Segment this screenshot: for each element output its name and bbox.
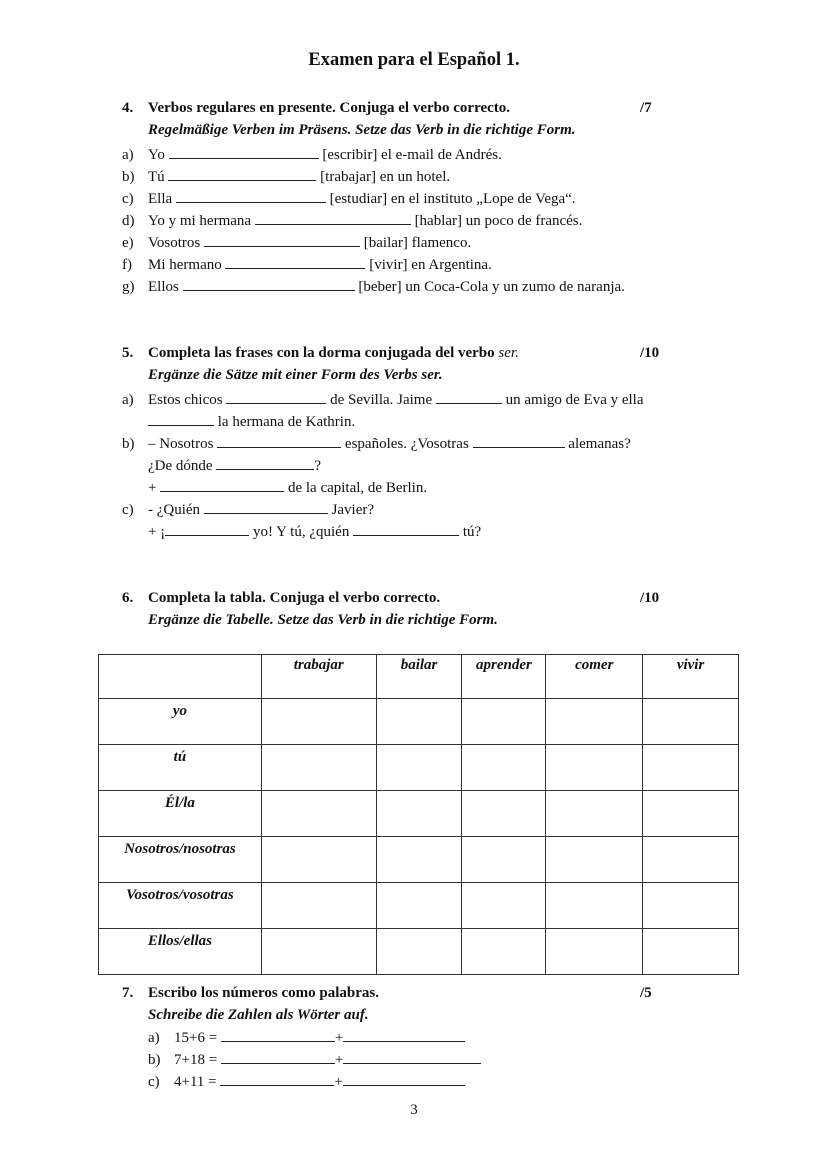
answer-blank[interactable] xyxy=(473,433,565,448)
text: tú? xyxy=(462,524,482,540)
item-suffix: [trabajar] en un hotel. xyxy=(320,169,451,185)
row-label: Vosotros/vosotras xyxy=(99,883,262,929)
q4-subheading: Regelmäßige Verben im Präsens. Setze das Verb in die richtige Form. xyxy=(148,122,576,138)
row-label: Ellos/ellas xyxy=(99,929,262,975)
row-label: Él/la xyxy=(99,791,262,837)
answer-cell[interactable] xyxy=(643,745,739,791)
text: + xyxy=(148,480,157,496)
item-suffix: [bailar] flamenco. xyxy=(363,235,472,251)
q7-number: 7. xyxy=(122,985,134,1001)
table-row xyxy=(99,883,739,929)
answer-blank[interactable] xyxy=(176,188,326,203)
text: + ¡ xyxy=(148,524,166,540)
q5-item-a-line1 xyxy=(122,389,644,411)
q5-subheading: Ergänze die Sätze mit einer Form des Verbs ser. xyxy=(148,367,443,383)
header-cell: bailar xyxy=(376,655,462,699)
answer-blank[interactable] xyxy=(343,1049,481,1064)
item-letter: c) xyxy=(122,191,134,207)
answer-blank[interactable] xyxy=(225,254,365,269)
q7-subheading: Schreibe die Zahlen als Wörter auf. xyxy=(148,1007,369,1023)
answer-blank[interactable] xyxy=(220,1071,334,1086)
item-prefix: Ellos xyxy=(148,279,179,295)
text: ¿De dónde xyxy=(148,458,213,474)
q5-heading xyxy=(148,345,519,362)
item-suffix: [vivir] en Argentina. xyxy=(369,257,492,273)
header-cell: vivir xyxy=(643,655,739,699)
q4-item-c xyxy=(122,188,576,210)
text: españoles. ¿Vosotras xyxy=(344,436,469,452)
item-letter: f) xyxy=(122,257,132,273)
answer-blank[interactable] xyxy=(165,521,249,536)
answer-blank[interactable] xyxy=(343,1027,465,1042)
text: alemanas? xyxy=(568,436,631,452)
page-title: Examen para el Español 1. xyxy=(308,50,520,70)
q4-item-b xyxy=(122,166,450,188)
q5-item-a-line2 xyxy=(148,411,355,433)
answer-blank[interactable] xyxy=(255,210,411,225)
q7-heading: Escribo los números como palabras. xyxy=(148,985,379,1001)
q6-points: /10 xyxy=(640,590,660,606)
table-row xyxy=(99,837,739,883)
text: ? xyxy=(314,458,321,474)
row-label: yo xyxy=(99,699,262,745)
q7-item-c xyxy=(148,1071,465,1093)
q5-item-b-line3 xyxy=(148,477,427,499)
answer-blank[interactable] xyxy=(204,499,328,514)
answer-cell[interactable] xyxy=(546,791,643,837)
expression: 15+6 = xyxy=(174,1030,218,1046)
answer-cell[interactable] xyxy=(546,837,643,883)
q6-subheading: Ergänze die Tabelle. Setze das Verb in die richtige Form. xyxy=(148,612,498,628)
item-letter: d) xyxy=(122,213,135,229)
answer-blank[interactable] xyxy=(160,477,284,492)
table-row xyxy=(99,929,739,975)
item-letter: a) xyxy=(122,392,134,408)
text: de la capital, de Berlin. xyxy=(287,480,428,496)
q5-item-c-line2 xyxy=(148,521,481,543)
plus-sign: + xyxy=(334,1074,343,1090)
answer-cell[interactable] xyxy=(462,837,546,883)
q5-number: 5. xyxy=(122,345,134,361)
table-row xyxy=(99,791,739,837)
answer-blank[interactable] xyxy=(183,276,355,291)
q4-item-g xyxy=(122,276,625,298)
item-prefix: Ella xyxy=(148,191,173,207)
text: un amigo de Eva y ella xyxy=(505,392,644,408)
text: la hermana de Kathrin. xyxy=(217,414,356,430)
expression: 4+11 = xyxy=(174,1074,217,1090)
item-letter: c) xyxy=(122,502,134,518)
answer-cell[interactable] xyxy=(261,883,376,929)
conjugation-table xyxy=(98,654,739,975)
table-row xyxy=(99,745,739,791)
q5-item-c-line1 xyxy=(122,499,374,521)
item-prefix: Mi hermano xyxy=(148,257,222,273)
answer-cell[interactable] xyxy=(462,745,546,791)
row-label: tú xyxy=(99,745,262,791)
answer-cell[interactable] xyxy=(643,929,739,975)
item-letter: c) xyxy=(148,1074,160,1090)
answer-cell[interactable] xyxy=(546,699,643,745)
answer-cell[interactable] xyxy=(376,837,462,883)
item-letter: b) xyxy=(122,436,135,452)
answer-blank[interactable] xyxy=(217,433,341,448)
q4-item-f xyxy=(122,254,492,276)
item-letter: b) xyxy=(122,169,135,185)
header-cell: trabajar xyxy=(261,655,376,699)
item-prefix: Vosotros xyxy=(148,235,201,251)
page-number: 3 xyxy=(410,1102,418,1118)
expression: 7+18 = xyxy=(174,1052,218,1068)
answer-blank[interactable] xyxy=(148,411,214,426)
answer-cell[interactable] xyxy=(546,883,643,929)
item-suffix: [estudiar] en el instituto „Lope de Vega“. xyxy=(329,191,576,207)
item-letter: a) xyxy=(148,1030,160,1046)
text: yo! Y tú, ¿quién xyxy=(252,524,350,540)
q7-points: /5 xyxy=(640,985,652,1001)
answer-blank[interactable] xyxy=(436,389,502,404)
q4-points: /7 xyxy=(640,100,652,116)
answer-cell[interactable] xyxy=(376,791,462,837)
answer-blank[interactable] xyxy=(169,144,319,159)
answer-cell[interactable] xyxy=(261,745,376,791)
header-cell: comer xyxy=(546,655,643,699)
text: Javier? xyxy=(331,502,375,518)
answer-cell[interactable] xyxy=(643,837,739,883)
item-suffix: [hablar] un poco de francés. xyxy=(414,213,583,229)
answer-blank[interactable] xyxy=(168,166,316,181)
text: de Sevilla. Jaime xyxy=(330,392,433,408)
answer-cell[interactable] xyxy=(261,929,376,975)
answer-cell[interactable] xyxy=(643,699,739,745)
item-suffix: [escribir] el e-mail de Andrés. xyxy=(322,147,502,163)
answer-cell[interactable] xyxy=(376,745,462,791)
answer-cell[interactable] xyxy=(462,699,546,745)
q7-item-b xyxy=(148,1049,481,1071)
text: Estos chicos xyxy=(148,392,223,408)
row-label: Nosotros/nosotras xyxy=(99,837,262,883)
q6-heading: Completa la tabla. Conjuga el verbo correcto. xyxy=(148,590,441,606)
answer-blank[interactable] xyxy=(221,1049,335,1064)
q4-item-a xyxy=(122,144,502,166)
text: - ¿Quién xyxy=(148,502,201,518)
item-letter: b) xyxy=(148,1052,161,1068)
q5-item-b-line2 xyxy=(148,455,321,477)
q5-heading-verb: ser. xyxy=(498,345,519,361)
answer-cell[interactable] xyxy=(546,929,643,975)
answer-blank[interactable] xyxy=(216,455,314,470)
answer-cell[interactable] xyxy=(261,699,376,745)
item-prefix: Tú xyxy=(148,169,165,185)
answer-blank[interactable] xyxy=(221,1027,335,1042)
item-letter: g) xyxy=(122,279,135,295)
answer-blank[interactable] xyxy=(343,1071,465,1086)
answer-blank[interactable] xyxy=(353,521,459,536)
answer-cell[interactable] xyxy=(376,883,462,929)
answer-cell[interactable] xyxy=(546,745,643,791)
item-prefix: Yo y mi hermana xyxy=(148,213,252,229)
answer-cell[interactable] xyxy=(462,791,546,837)
answer-cell[interactable] xyxy=(261,837,376,883)
answer-blank[interactable] xyxy=(204,232,360,247)
plus-sign: + xyxy=(334,1052,344,1068)
q4-item-d xyxy=(122,210,582,232)
header-cell xyxy=(99,655,262,699)
q4-number: 4. xyxy=(122,100,134,116)
item-letter: e) xyxy=(122,235,134,251)
q5-item-b-line1 xyxy=(122,433,631,455)
answer-cell[interactable] xyxy=(462,929,546,975)
table-header-row xyxy=(99,655,739,699)
answer-blank[interactable] xyxy=(226,389,326,404)
q5-heading-text: Completa las frases con la dorma conjugada del verbo xyxy=(148,345,495,361)
q6-number: 6. xyxy=(122,590,134,606)
q7-item-a xyxy=(148,1027,465,1049)
answer-cell[interactable] xyxy=(462,883,546,929)
answer-cell[interactable] xyxy=(376,929,462,975)
header-cell: aprender xyxy=(462,655,546,699)
answer-cell[interactable] xyxy=(643,791,739,837)
q4-item-e xyxy=(122,232,471,254)
table-row xyxy=(99,699,739,745)
answer-cell[interactable] xyxy=(643,883,739,929)
item-suffix: [beber] un Coca-Cola y un zumo de naranja. xyxy=(358,279,625,295)
item-letter: a) xyxy=(122,147,134,163)
text: – Nosotros xyxy=(148,436,214,452)
answer-cell[interactable] xyxy=(261,791,376,837)
q4-heading: Verbos regulares en presente. Conjuga el verbo correcto. xyxy=(148,100,511,116)
plus-sign: + xyxy=(334,1030,344,1046)
answer-cell[interactable] xyxy=(376,699,462,745)
q5-points: /10 xyxy=(640,345,660,361)
item-prefix: Yo xyxy=(148,147,165,163)
